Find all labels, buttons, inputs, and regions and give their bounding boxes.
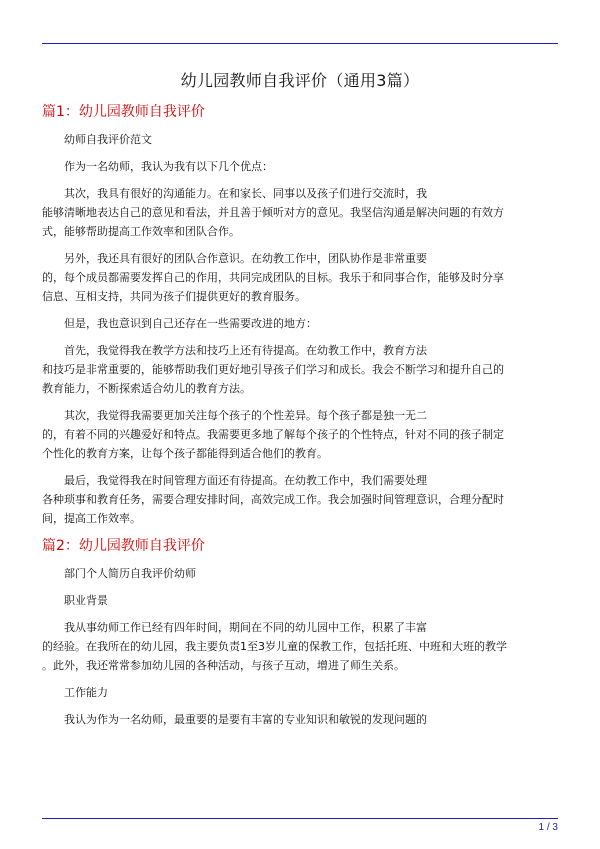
paragraph-line: 其次，我觉得我需要更加关注每个孩子的个性差异。每个孩子都是独一无二 [64, 409, 427, 422]
paragraph-line: 间，提高工作效率。 [42, 512, 141, 525]
paragraph-line: 职业背景 [64, 594, 108, 607]
paragraph-line: 式，能够帮助提高工作效率和团队合作。 [42, 225, 240, 238]
paragraph [42, 710, 558, 729]
paragraph-line: 能够清晰地表达自己的意见和看法，并且善于倾听对方的意见。我坚信沟通是解决问题的有效方 [42, 206, 504, 219]
paragraph-line: 各种琐事和教育任务，需要合理安排时间，高效完成工作。我会加强时间管理意识，合理分配时 [42, 493, 504, 506]
paragraph-line: 其次，我具有很好的沟通能力。在和家长、同事以及孩子们进行交流时，我 [64, 187, 427, 200]
section-heading: 篇2：幼儿园教师自我评价 [42, 538, 205, 554]
paragraph-line: 教育能力，不断探索适合幼儿的教育方法。 [42, 382, 251, 395]
paragraph [42, 249, 558, 306]
paragraph [42, 341, 558, 398]
sections-container [42, 102, 558, 729]
paragraph [42, 591, 558, 610]
paragraph-line: 工作能力 [64, 686, 108, 699]
paragraph-line: 信息、互相支持，共同为孩子们提供更好的教育服务。 [42, 290, 306, 303]
paragraph-line: 幼师自我评价范文 [64, 133, 152, 146]
document-title: 幼儿园教师自我评价（通用3篇） [180, 71, 420, 90]
paragraph [42, 314, 558, 333]
section-2 [42, 536, 558, 729]
document-body [42, 70, 558, 737]
page-indicator: 1 / 3 [538, 822, 558, 833]
footer-rule [42, 818, 558, 819]
paragraph-line: 我从事幼师工作已经有四年时间，期间在不同的幼儿园中工作，积累了丰富 [64, 621, 427, 634]
paragraph [42, 618, 558, 675]
paragraph [42, 406, 558, 463]
paragraph [42, 157, 558, 176]
paragraph-line: 的，有着不同的兴趣爱好和特点。我需要更多地了解每个孩子的个性特点，针对不同的孩子制定 [42, 428, 504, 441]
paragraph-line: 另外，我还具有很好的团队合作意识。在幼教工作中，团队协作是非常重要 [64, 252, 427, 265]
paragraph-line: 作为一名幼师，我认为我有以下几个优点： [64, 160, 273, 173]
paragraph-line: 我认为作为一名幼师，最重要的是要有丰富的专业知识和敏锐的发现问题的 [64, 713, 427, 726]
paragraph-line: 的经验。在我所在的幼儿园，我主要负责1至3岁儿童的保教工作，包括托班、中班和大班的教学 [42, 640, 507, 653]
paragraph-line: 。此外，我还常常参加幼儿园的各种活动，与孩子互动，增进了师生关系。 [42, 659, 405, 672]
section-heading: 篇1：幼儿园教师自我评价 [42, 104, 205, 120]
section-1 [42, 102, 558, 528]
paragraph-line: 但是，我也意识到自己还存在一些需要改进的地方： [64, 317, 317, 330]
paragraph-line: 的，每个成员都需要发挥自己的作用，共同完成团队的目标。我乐于和同事合作，能够及时分享 [42, 271, 504, 284]
header-rule [42, 43, 558, 44]
paragraph [42, 184, 558, 241]
paragraph-line: 首先，我觉得我在教学方法和技巧上还有待提高。在幼教工作中，教育方法 [64, 344, 427, 357]
paragraph-line: 部门个人简历自我评价幼师 [64, 567, 196, 580]
paragraph-line: 和技巧是非常重要的，能够帮助我们更好地引导孩子们学习和成长。我会不断学习和提升自己的 [42, 363, 504, 376]
paragraph-line: 个性化的教育方案，让每个孩子都能得到适合他们的教育。 [42, 447, 328, 460]
paragraph-line: 最后，我觉得我在时间管理方面还有待提高。在幼教工作中，我们需要处理 [64, 474, 427, 487]
paragraph [42, 683, 558, 702]
paragraph [42, 564, 558, 583]
paragraph [42, 471, 558, 528]
paragraph [42, 130, 558, 149]
